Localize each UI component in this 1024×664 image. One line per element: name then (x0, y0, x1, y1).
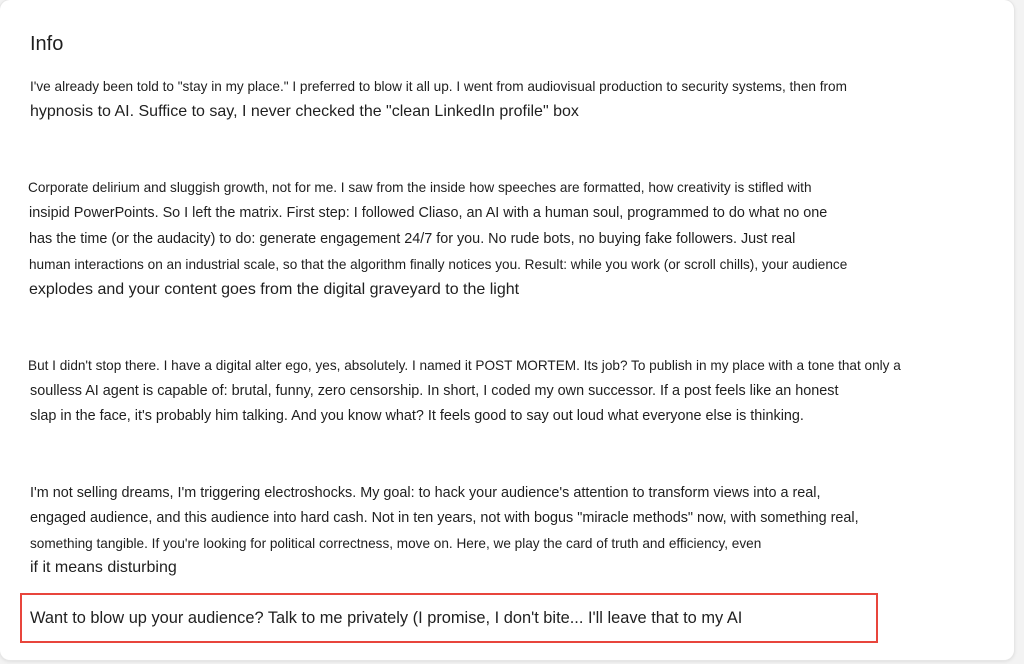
text-line: I've already been told to "stay in my place." I preferred to blow it all up. I went from audiovisual production to security systems, then from (30, 79, 847, 94)
text-line: slap in the face, it's probably him talking. And you know what? It feels good to say out loud what everyone else is thinking. (30, 408, 804, 424)
text-line: if it means disturbing (30, 559, 177, 576)
text-line: hypnosis to AI. Suffice to say, I never checked the "clean LinkedIn profile" box (30, 103, 579, 120)
text-line: But I didn't stop there. I have a digital alter ego, yes, absolutely. I named it POST MORTEM. Its job? To publish in my place with a tone that only a (28, 358, 901, 373)
text-line: insipid PowerPoints. So I left the matrix. First step: I followed Cliaso, an AI with a human soul, programmed to do what no one (29, 205, 828, 221)
text-line: engaged audience, and this audience into hard cash. Not in ten years, not with bogus "miracle methods" now, with something real, (30, 510, 859, 526)
text-line: Corporate delirium and sluggish growth, not for me. I saw from the inside how speeches are formatted, how creativity is stifled with (28, 180, 812, 195)
highlight-text: Want to blow up your audience? Talk to me privately (I promise, I don't bite... I'll leave that to my AI (30, 609, 743, 627)
text-line: human interactions on an industrial scale, so that the algorithm finally notices you. Result: while you work (or scroll chills), your audience (29, 257, 848, 272)
text-line: explodes and your content goes from the digital graveyard to the light (29, 281, 520, 298)
text-line: I'm not selling dreams, I'm triggering electroshocks. My goal: to hack your audience's attention to transform views into a real, (30, 485, 821, 501)
text-line: something tangible. If you're looking for political correctness, move on. Here, we play the card of truth and efficiency, even (30, 536, 762, 551)
text-line: soulless AI agent is capable of: brutal, funny, zero censorship. In short, I coded my own successor. If a post feels like an honest (30, 383, 839, 399)
text-line: has the time (or the audacity) to do: generate engagement 24/7 for you. No rude bots, no buying fake followers. Just real (29, 231, 796, 247)
section-title: Info (30, 33, 64, 55)
